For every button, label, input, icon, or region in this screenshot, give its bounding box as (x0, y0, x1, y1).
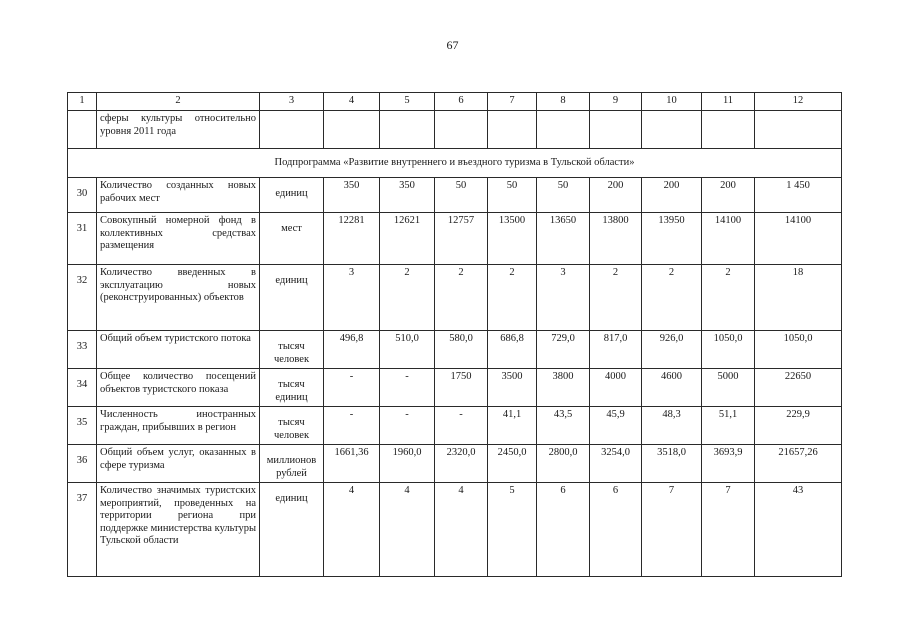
row-number: 32 (68, 265, 97, 331)
value-cell: 2320,0 (435, 445, 488, 483)
header-cell: 4 (324, 93, 380, 111)
value-cell: 12757 (435, 213, 488, 265)
value-cell: 4 (435, 483, 488, 577)
value-cell: 926,0 (642, 331, 702, 369)
value-cell: 200 (590, 178, 642, 213)
header-cell: 9 (590, 93, 642, 111)
value-cell: 1050,0 (755, 331, 842, 369)
value-cell: 2 (702, 265, 755, 331)
cell-empty (324, 111, 380, 149)
value-cell: 43 (755, 483, 842, 577)
table-row (68, 407, 842, 445)
header-cell: 10 (642, 93, 702, 111)
value-cell: 2 (590, 265, 642, 331)
header-cell: 3 (260, 93, 324, 111)
unit-cell: тысяч человек (260, 407, 324, 445)
header-cell: 2 (97, 93, 260, 111)
value-cell: 21657,26 (755, 445, 842, 483)
unit-cell: мест (260, 213, 324, 265)
value-cell: 45,9 (590, 407, 642, 445)
header-cell: 1 (68, 93, 97, 111)
value-cell: 3693,9 (702, 445, 755, 483)
value-cell: 2 (435, 265, 488, 331)
indicator-name: Количество созданных новых рабочих мест (97, 178, 260, 213)
unit-cell: тысяч единиц (260, 369, 324, 407)
value-cell: 4 (324, 483, 380, 577)
value-cell: 50 (435, 178, 488, 213)
cell-empty (488, 111, 537, 149)
table-row (68, 331, 842, 369)
value-cell: 2 (642, 265, 702, 331)
indicator-name: Численность иностранных граждан, прибывших в регион (97, 407, 260, 445)
value-cell: 2450,0 (488, 445, 537, 483)
value-cell: 1750 (435, 369, 488, 407)
value-cell: 1 450 (755, 178, 842, 213)
value-cell: 6 (590, 483, 642, 577)
cell-empty (642, 111, 702, 149)
table-row (68, 445, 842, 483)
value-cell: 41,1 (488, 407, 537, 445)
unit-cell: единиц (260, 483, 324, 577)
value-cell: 43,5 (537, 407, 590, 445)
header-cell: 7 (488, 93, 537, 111)
value-cell: 2800,0 (537, 445, 590, 483)
indicator-name: Количество введенных в эксплуатацию новых (реконструированных) объектов (97, 265, 260, 331)
row-number: 34 (68, 369, 97, 407)
header-cell: 8 (537, 93, 590, 111)
value-cell: 496,8 (324, 331, 380, 369)
unit-cell: миллионов рублей (260, 445, 324, 483)
value-cell: 350 (380, 178, 435, 213)
value-cell: 1050,0 (702, 331, 755, 369)
value-cell: 3518,0 (642, 445, 702, 483)
value-cell: 2 (380, 265, 435, 331)
value-cell: 6 (537, 483, 590, 577)
cell-empty (260, 111, 324, 149)
unit-cell: единиц (260, 265, 324, 331)
value-cell: 48,3 (642, 407, 702, 445)
page-number: 67 (446, 38, 459, 52)
header-cell: 6 (435, 93, 488, 111)
table-row-continuation (68, 111, 842, 149)
unit-cell: тысяч человек (260, 331, 324, 369)
value-cell: - (324, 407, 380, 445)
value-cell: - (380, 369, 435, 407)
value-cell: 13800 (590, 213, 642, 265)
value-cell: - (380, 407, 435, 445)
value-cell: 13950 (642, 213, 702, 265)
indicator-name: сферы культуры относительно уровня 2011 года (97, 111, 260, 149)
value-cell: 12621 (380, 213, 435, 265)
value-cell: 5000 (702, 369, 755, 407)
table-row (68, 213, 842, 265)
value-cell: 200 (642, 178, 702, 213)
cell-empty (702, 111, 755, 149)
indicator-name: Общий объем туристского потока (97, 331, 260, 369)
value-cell: 686,8 (488, 331, 537, 369)
value-cell: 2 (488, 265, 537, 331)
header-cell: 5 (380, 93, 435, 111)
value-cell: 729,0 (537, 331, 590, 369)
value-cell: 3 (324, 265, 380, 331)
value-cell: 7 (702, 483, 755, 577)
value-cell: 50 (488, 178, 537, 213)
value-cell: 4600 (642, 369, 702, 407)
value-cell: 13650 (537, 213, 590, 265)
table-row (68, 178, 842, 213)
value-cell: 12281 (324, 213, 380, 265)
section-row (68, 149, 842, 178)
indicator-name: Совокупный номерной фонд в коллективных средствах размещения (97, 213, 260, 265)
value-cell: 7 (642, 483, 702, 577)
cell-empty (590, 111, 642, 149)
value-cell: 580,0 (435, 331, 488, 369)
unit-cell: единиц (260, 178, 324, 213)
value-cell: 200 (702, 178, 755, 213)
value-cell: 18 (755, 265, 842, 331)
value-cell: 4000 (590, 369, 642, 407)
value-cell: 14100 (755, 213, 842, 265)
header-cell: 12 (755, 93, 842, 111)
cell-empty (68, 111, 97, 149)
table-row (68, 265, 842, 331)
table-row (68, 369, 842, 407)
cell-empty (380, 111, 435, 149)
value-cell: 50 (537, 178, 590, 213)
value-cell: 510,0 (380, 331, 435, 369)
value-cell: 3800 (537, 369, 590, 407)
value-cell: 817,0 (590, 331, 642, 369)
value-cell: 14100 (702, 213, 755, 265)
value-cell: 5 (488, 483, 537, 577)
value-cell: 13500 (488, 213, 537, 265)
value-cell: 350 (324, 178, 380, 213)
indicator-name: Общее количество посещений объектов туристского показа (97, 369, 260, 407)
value-cell: 1960,0 (380, 445, 435, 483)
row-number: 35 (68, 407, 97, 445)
header-cell: 11 (702, 93, 755, 111)
row-number: 33 (68, 331, 97, 369)
value-cell: 229,9 (755, 407, 842, 445)
value-cell: - (324, 369, 380, 407)
row-number: 30 (68, 178, 97, 213)
indicator-name: Количество значимых туристских мероприятий, проведенных на территории региона при поддержке министерства культуры Тульской области (97, 483, 260, 577)
cell-empty (435, 111, 488, 149)
indicator-name: Общий объем услуг, оказанных в сфере туризма (97, 445, 260, 483)
table-row (68, 483, 842, 577)
row-number: 36 (68, 445, 97, 483)
cell-empty (755, 111, 842, 149)
section-title: Подпрограмма «Развитие внутреннего и въездного туризма в Тульской области» (68, 149, 842, 178)
value-cell: 3254,0 (590, 445, 642, 483)
value-cell: 3 (537, 265, 590, 331)
value-cell: - (435, 407, 488, 445)
value-cell: 51,1 (702, 407, 755, 445)
row-number: 31 (68, 213, 97, 265)
indicators-table (67, 92, 842, 577)
table-header-row (68, 93, 842, 111)
value-cell: 3500 (488, 369, 537, 407)
row-number: 37 (68, 483, 97, 577)
cell-empty (537, 111, 590, 149)
value-cell: 22650 (755, 369, 842, 407)
value-cell: 1661,36 (324, 445, 380, 483)
value-cell: 4 (380, 483, 435, 577)
